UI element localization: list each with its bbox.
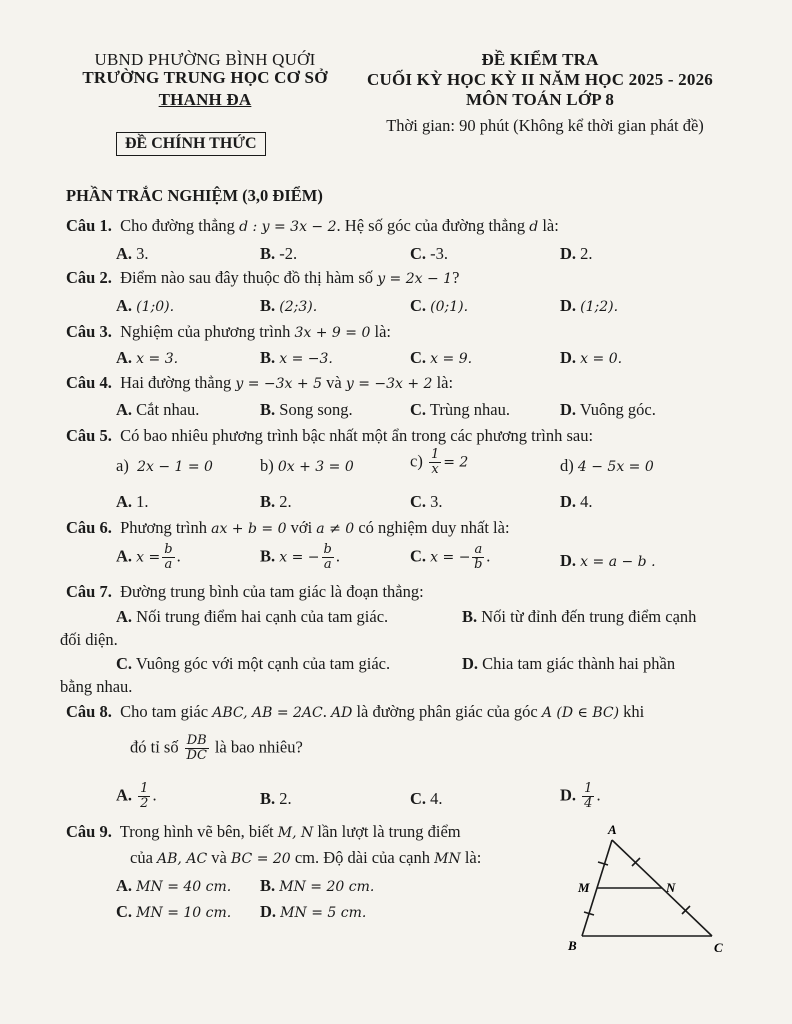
q9-math4: MN [434, 851, 461, 867]
question-5 [66, 426, 593, 446]
q8-option-a[interactable]: A. $\frac{1}{2}$ . [116, 781, 157, 811]
q9-text1b: lần lượt là trung điểm [313, 822, 461, 841]
vertex-c-label: C [714, 940, 723, 955]
tick-am [598, 862, 608, 865]
q9-text2d: là: [460, 848, 482, 867]
school-name: TRƯỜNG TRUNG HỌC CƠ SỞ [82, 68, 328, 87]
q2-option-d[interactable]: D. (1;2). [560, 296, 619, 315]
q5-equation-c: c) $\frac{1}{x}$ = 2 [410, 447, 469, 477]
department-name: UBND PHƯỜNG BÌNH QUỚI [94, 50, 316, 69]
official-label: ĐỀ CHÍNH THỨC [116, 132, 266, 156]
q7-option-b[interactable]: B. Nối từ đỉnh đến trung điểm cạnh [462, 607, 697, 626]
point-n-label: N [666, 880, 676, 895]
q1-text-b: . Hệ số góc của đường thẳng [336, 216, 530, 235]
q2-text: Điểm nào sau đây thuộc đồ thị hàm số [120, 268, 378, 287]
q5-label: Câu 5. [66, 426, 112, 445]
q4-math1: y = −3x + 5 [235, 376, 322, 392]
q8-option-d[interactable]: D. $\frac{1}{4}$ . [560, 781, 601, 811]
q7-option-d-cont: bằng nhau. [60, 677, 133, 696]
q4-text-mid: và [322, 373, 346, 392]
q3-label: Câu 3. [66, 322, 112, 341]
exam-title: ĐỀ KIỂM TRA [481, 50, 599, 69]
q4-text-end: là: [432, 373, 454, 392]
q5-text: Có bao nhiêu phương trình bậc nhất một ẩn trong các phương trình sau: [120, 426, 594, 445]
q2-option-b[interactable]: B. (2;3). [260, 296, 318, 315]
q9-math1: M, N [277, 825, 314, 841]
q7-option-a[interactable]: A. Nối trung điểm hai cạnh của tam giác. [116, 607, 389, 626]
exam-time: Thời gian: 90 phút (Không kể thời gian phát đề) [386, 116, 704, 135]
q7-label: Câu 7. [66, 582, 112, 601]
q4-option-a[interactable]: A. Cắt nhau. [116, 400, 200, 419]
q3-text: Nghiệm của phương trình [120, 322, 295, 341]
q8-line2 [130, 734, 303, 763]
q9-option-c[interactable]: C. MN = 10 cm. [116, 902, 232, 921]
q3-option-a[interactable]: A. x = 3. [116, 348, 179, 367]
question-6 [66, 518, 510, 538]
point-m-label: M [578, 880, 590, 895]
q6-text-end: có nghiệm duy nhất là: [354, 518, 510, 537]
question-7 [66, 582, 424, 602]
q3-option-c[interactable]: C. x = 9. [410, 348, 473, 367]
q5-option-c[interactable]: C. 3. [410, 492, 443, 511]
q9-option-b[interactable]: B. MN = 20 cm. [260, 876, 375, 895]
question-1 [66, 216, 559, 236]
q4-option-d[interactable]: D. Vuông góc. [560, 400, 656, 419]
q7-text: Đường trung bình của tam giác là đoạn thẳng: [120, 582, 424, 601]
q6-text: Phương trình [120, 518, 212, 537]
q2-label: Câu 2. [66, 268, 112, 287]
q4-math2: y = −3x + 2 [345, 376, 433, 392]
q6-option-b[interactable]: B. x = − $\frac{b}{a}$ . [260, 542, 340, 572]
q9-text1: Trong hình vẽ bên, biết [119, 822, 278, 841]
q8-text-mid: . [322, 702, 331, 721]
q8-ratio-fraction: $\frac{DB}{DC}$ [186, 733, 207, 763]
question-9 [66, 822, 461, 842]
q9-math2: AB, AC [157, 851, 208, 867]
q1-text-c: là: [538, 216, 559, 235]
q8-option-b[interactable]: B. 2. [260, 789, 292, 808]
q4-option-b[interactable]: B. Song song. [260, 400, 353, 419]
q5-equation-a: a) 2x − 1 = 0 [116, 456, 213, 475]
q1-option-d[interactable]: D. 2. [560, 244, 593, 263]
q8-text-mid2: là đường phân giác của góc [352, 702, 542, 721]
q6-text-mid: với [286, 518, 317, 537]
q5-option-b[interactable]: B. 2. [260, 492, 292, 511]
q3-math: 3x + 9 = 0 [294, 325, 371, 341]
q2-text-end: ? [452, 268, 460, 287]
q9-text2c: cm. Độ dài của cạnh [290, 848, 435, 867]
q2-option-a[interactable]: A. (1;0). [116, 296, 175, 315]
exam-term: CUỐI KỲ HỌC KỲ II NĂM HỌC 2025 - 2026 [367, 70, 713, 89]
q7-option-c[interactable]: C. Vuông góc với một cạnh của tam giác. [116, 654, 391, 673]
q1-math2: d [529, 219, 539, 235]
q8-label: Câu 8. [66, 702, 112, 721]
q1-option-c[interactable]: C. -3. [410, 244, 449, 263]
q6-label: Câu 6. [66, 518, 112, 537]
question-8 [66, 702, 644, 722]
q8-text-end: khi [619, 702, 645, 721]
question-2 [66, 268, 459, 288]
q1-option-b[interactable]: B. -2. [260, 244, 298, 263]
q1-math: d : y = 3x − 2 [239, 219, 337, 235]
vertex-b-label: B [568, 938, 577, 953]
q8-line2-post: là bao nhiêu? [210, 737, 303, 757]
vertex-a-label: A [608, 822, 617, 837]
q2-option-c[interactable]: C. (0;1). [410, 296, 469, 315]
q6-math1: ax + b = 0 [211, 521, 287, 537]
q8-option-c[interactable]: C. 4. [410, 789, 443, 808]
q2-math: y = 2x − 1 [377, 271, 453, 287]
exam-subject: MÔN TOÁN LỚP 8 [465, 90, 615, 109]
q8-line2-pre: đó tỉ số [130, 737, 183, 757]
q9-text2: của [130, 848, 158, 867]
q3-text-end: là: [370, 322, 391, 341]
q8-math1: ABC, AB = 2AC [212, 705, 323, 721]
question-3 [66, 322, 391, 342]
q9-line2 [130, 848, 481, 868]
q9-text2b: và [207, 848, 231, 867]
q9-label: Câu 9. [66, 822, 112, 841]
q5-equation-b: b) 0x + 3 = 0 [260, 456, 354, 475]
q6-math2: a ≠ 0 [316, 521, 355, 537]
q9-math3: BC = 20 [230, 851, 291, 867]
school-name-2 [60, 90, 350, 110]
question-4 [66, 373, 453, 393]
q5-option-d[interactable]: D. 4. [560, 492, 593, 511]
q4-option-c[interactable]: C. Trùng nhau. [410, 400, 510, 419]
q9-option-a[interactable]: A. MN = 40 cm. [116, 876, 232, 895]
q8-text: Cho tam giác [120, 702, 213, 721]
q4-label: Câu 4. [66, 373, 112, 392]
q5-equation-d: d) 4 − 5x = 0 [560, 456, 654, 475]
q7-option-b-cont: đối diện. [60, 630, 118, 649]
q1-option-a[interactable]: A. 3. [116, 244, 149, 263]
q6-option-d[interactable]: D. x = a − b . [560, 551, 656, 570]
q3-option-b[interactable]: B. x = −3. [260, 348, 333, 367]
q3-option-d[interactable]: D. x = 0. [560, 348, 623, 367]
q6-option-a[interactable]: A. x = $\frac{b}{a}$ . [116, 542, 181, 572]
q1-label: Câu 1. [66, 216, 112, 235]
q5-equation-c-fraction: $\frac{1}{x}$ [430, 447, 440, 477]
q1-text-a: Cho đường thẳng [120, 216, 240, 235]
school-name-2-text: THANH ĐA [158, 90, 252, 109]
q8-math2: AD [330, 705, 353, 721]
section-title: PHẦN TRẮC NGHIỆM (3,0 ĐIỂM) [66, 186, 323, 205]
q9-option-d[interactable]: D. MN = 5 cm. [260, 902, 367, 921]
q8-math3: A (D ∈ BC) [541, 705, 620, 721]
triangle-figure [560, 818, 740, 968]
q6-option-c[interactable]: C. x = − $\frac{a}{b}$ . [410, 542, 491, 572]
q5-option-a[interactable]: A. 1. [116, 492, 149, 511]
q7-option-d[interactable]: D. Chia tam giác thành hai phần [462, 654, 676, 673]
q4-text: Hai đường thẳng [120, 373, 236, 392]
